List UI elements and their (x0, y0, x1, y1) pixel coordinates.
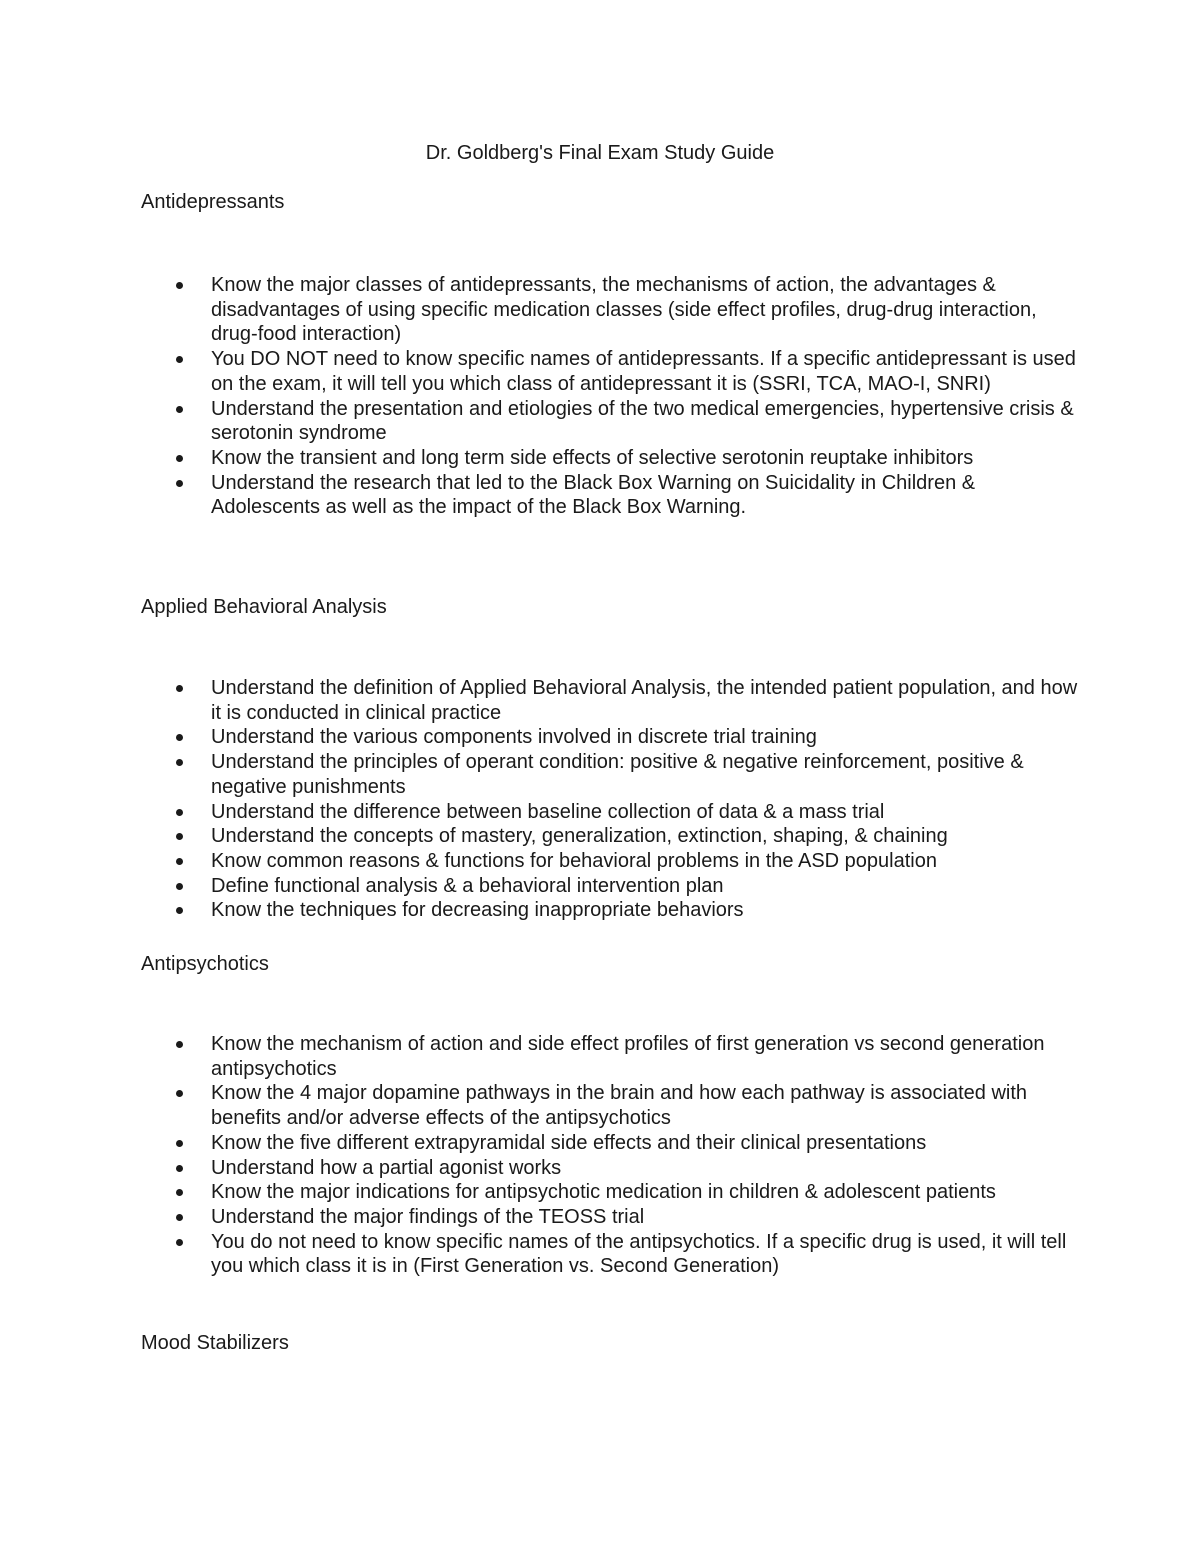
list-item: Understand the principles of operant condition: positive & negative reinforcement, positive & negative punishments (0, 750, 1080, 799)
antipsychotics-list (0, 1032, 1080, 1279)
list-item: Define functional analysis & a behavioral intervention plan (0, 874, 1080, 899)
list-item: Understand the presentation and etiologies of the two medical emergencies, hypertensive crisis & serotonin syndrome (0, 397, 1080, 446)
list-item: Know the five different extrapyramidal side effects and their clinical presentations (0, 1131, 1080, 1156)
section-heading-mood-stabilizers: Mood Stabilizers (141, 1332, 289, 1354)
section-heading-applied-behavioral-analysis: Applied Behavioral Analysis (141, 596, 387, 618)
list-item: Understand the major findings of the TEOSS trial (0, 1205, 1080, 1230)
list-item: You do not need to know specific names of the antipsychotics. If a specific drug is used, it will tell you which class it is in (First Generation vs. Second Generation) (0, 1230, 1080, 1279)
list-item: Understand the difference between baseline collection of data & a mass trial (0, 800, 1080, 825)
list-item: Understand the concepts of mastery, generalization, extinction, shaping, & chaining (0, 824, 1080, 849)
list-item: Know the mechanism of action and side effect profiles of first generation vs second generation antipsychotics (0, 1032, 1080, 1081)
list-item: Understand the research that led to the Black Box Warning on Suicidality in Children & Adolescents as well as the impact of the Black Box Warning. (0, 471, 1080, 520)
list-item: Know the 4 major dopamine pathways in the brain and how each pathway is associated with benefits and/or adverse effects of the antipsychotics (0, 1081, 1080, 1130)
list-item: Understand how a partial agonist works (0, 1156, 1080, 1181)
list-item: Understand the various components involved in discrete trial training (0, 725, 1080, 750)
page-title: Dr. Goldberg's Final Exam Study Guide (425, 142, 775, 164)
list-item: You DO NOT need to know specific names of antidepressants. If a specific antidepressant is used on the exam, it will tell you which class of antidepressant it is (SSRI, TCA, MAO-I, SNRI) (0, 347, 1080, 396)
list-item: Know the major indications for antipsychotic medication in children & adolescent patients (0, 1180, 1080, 1205)
list-item: Understand the definition of Applied Behavioral Analysis, the intended patient population, and how it is conducted in clinical practice (0, 676, 1080, 725)
section-heading-antidepressants: Antidepressants (141, 191, 285, 213)
list-item: Know common reasons & functions for behavioral problems in the ASD population (0, 849, 1080, 874)
section-heading-antipsychotics: Antipsychotics (141, 953, 269, 975)
list-item: Know the major classes of antidepressants, the mechanisms of action, the advantages & disadvantages of using specific medication classes (side effect profiles, drug-drug interaction, drug-food interaction) (0, 273, 1080, 347)
antidepressants-list (0, 273, 1080, 520)
applied-behavioral-analysis-list (0, 676, 1080, 923)
list-item: Know the transient and long term side effects of selective serotonin reuptake inhibitors (0, 446, 1080, 471)
list-item: Know the techniques for decreasing inappropriate behaviors (0, 898, 1080, 923)
